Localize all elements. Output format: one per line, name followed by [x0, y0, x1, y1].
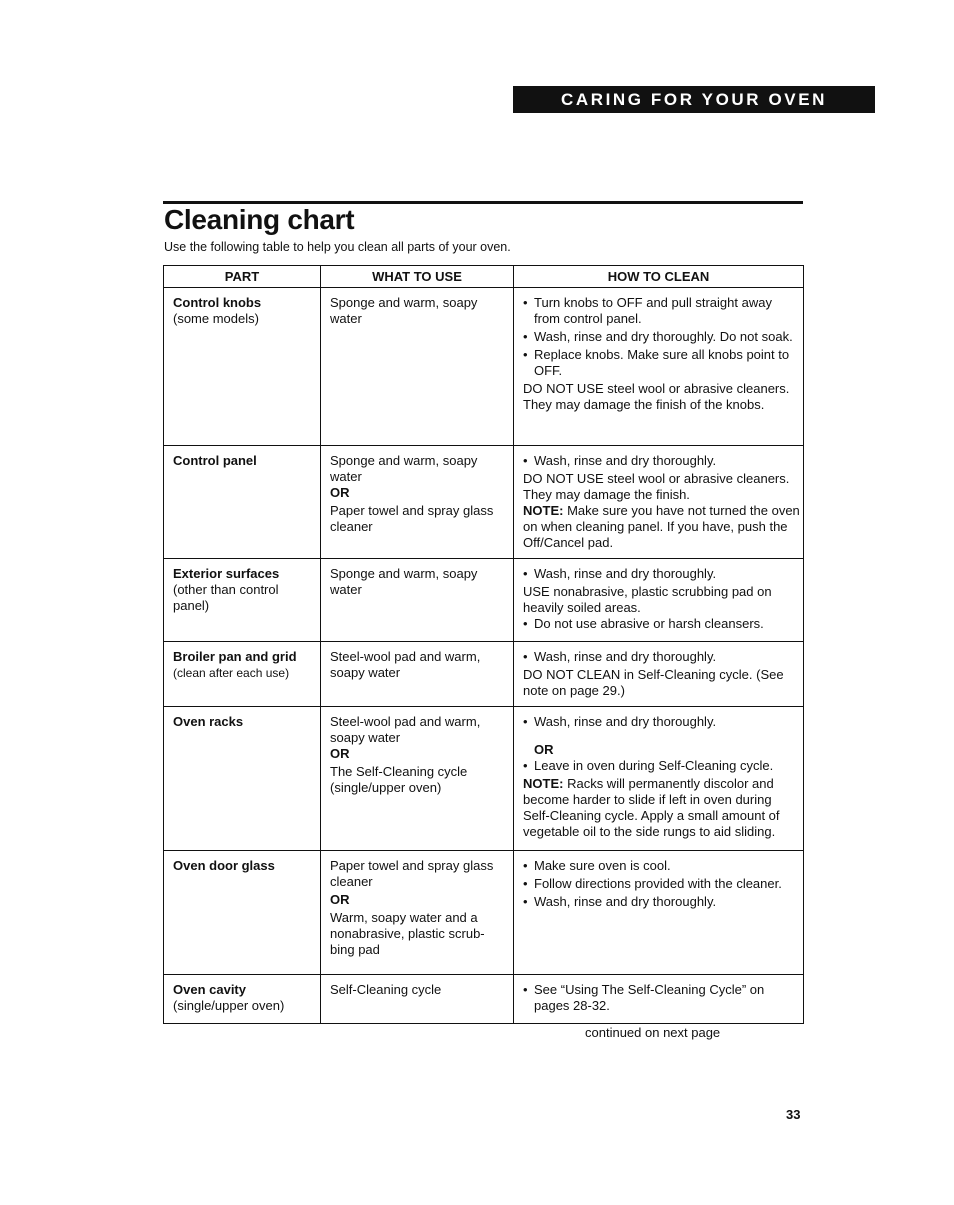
how-bullet: • Wash, rinse and dry thoroughly. [523, 894, 801, 910]
how-bullet: • Do not use abrasive or harsh cleansers. [523, 616, 801, 632]
header-how-to-clean: HOW TO CLEAN [514, 266, 804, 288]
part-cell [164, 851, 321, 975]
what-item: Warm, soapy water and a nonabrasive, plastic scrub-bing pad [330, 910, 485, 957]
how-text: DO NOT USE steel wool or abrasive cleaners. They may damage the finish. [523, 471, 790, 502]
note-text: Racks will permanently discolor and become harder to slide if left in oven during Self-Cleaning cycle. Apply a small amount of vegetable oil to the side rungs to aid sliding. [523, 776, 780, 839]
part-cell [164, 975, 321, 1024]
what-cell [321, 707, 514, 851]
what-cell [321, 642, 514, 707]
what-item: Paper towel and spray glass cleaner [330, 503, 494, 534]
part-note: (single/upper oven) [173, 998, 285, 1013]
table-row [164, 288, 804, 446]
page-title: Cleaning chart [164, 204, 355, 235]
header-part: PART [164, 266, 321, 288]
what-cell [321, 288, 514, 446]
cleaning-chart-table [163, 265, 804, 1024]
how-text: DO NOT CLEAN in Self-Cleaning cycle. (See note on page 29.) [523, 667, 784, 698]
part-note: (some models) [173, 311, 259, 326]
part-name: Control knobs [173, 295, 262, 310]
how-cell [514, 446, 804, 559]
how-bullet: • Wash, rinse and dry thoroughly. Do not soak. [523, 329, 801, 345]
how-bullet: • Leave in oven during Self-Cleaning cycle. [523, 758, 801, 774]
intro-text: Use the following table to help you clean all parts of your oven. [164, 240, 511, 254]
how-cell [514, 642, 804, 707]
table-row [164, 851, 804, 975]
how-cell [514, 975, 804, 1024]
what-cell [321, 851, 514, 975]
note-label: NOTE: [523, 503, 564, 518]
continued-note: continued on next page [585, 1025, 721, 1040]
part-cell [164, 446, 321, 559]
how-or: OR [534, 742, 554, 757]
how-bullet: • Replace knobs. Make sure all knobs point to OFF. [523, 347, 801, 379]
what-item: Steel-wool pad and warm, soapy water [330, 714, 481, 745]
table-row [164, 707, 804, 851]
how-bullet: • Follow directions provided with the cleaner. [523, 876, 801, 892]
part-name: Oven racks [173, 714, 244, 729]
how-cell [514, 559, 804, 642]
what-item: Sponge and warm, soapy water [330, 566, 478, 597]
how-cell [514, 288, 804, 446]
part-cell [164, 288, 321, 446]
how-text: DO NOT USE steel wool or abrasive cleaners. They may damage the finish of the knobs. [523, 381, 790, 412]
how-bullet: • Wash, rinse and dry thoroughly. [523, 453, 801, 469]
note-label: NOTE: [523, 776, 564, 791]
what-item: The Self-Cleaning cycle (single/upper oven) [330, 764, 468, 795]
part-note: (clean after each use) [173, 666, 290, 680]
what-item: Sponge and warm, soapy water [330, 295, 478, 326]
part-name: Oven cavity [173, 982, 246, 997]
part-name: Control panel [173, 453, 257, 468]
how-bullet: • Turn knobs to OFF and pull straight away from control panel. [523, 295, 801, 327]
what-cell [321, 446, 514, 559]
header-what-to-use: WHAT TO USE [321, 266, 514, 288]
section-banner: CARING FOR YOUR OVEN [513, 86, 875, 113]
what-or: OR [330, 485, 350, 500]
note-text: Make sure you have not turned the oven on when cleaning panel. If you have, push the Off/Cancel pad. [523, 503, 800, 550]
part-note: (other than control panel) [173, 582, 279, 613]
part-cell [164, 707, 321, 851]
how-bullet: • Make sure oven is cool. [523, 858, 801, 874]
what-cell [321, 975, 514, 1024]
part-cell [164, 559, 321, 642]
what-item: Paper towel and spray glass cleaner [330, 858, 494, 889]
how-bullet: • See “Using The Self-Cleaning Cycle” on pages 28-32. [523, 982, 801, 1014]
how-bullet: • Wash, rinse and dry thoroughly. [523, 566, 801, 582]
table-row [164, 975, 804, 1024]
what-item: Sponge and warm, soapy water [330, 453, 478, 484]
table-row [164, 559, 804, 642]
how-cell [514, 707, 804, 851]
how-text: USE nonabrasive, plastic scrubbing pad on heavily soiled areas. [523, 584, 772, 615]
table-row [164, 642, 804, 707]
how-cell [514, 851, 804, 975]
table-row [164, 446, 804, 559]
what-or: OR [330, 892, 350, 907]
table-header-row [164, 266, 804, 288]
what-item: Self-Cleaning cycle [330, 982, 442, 997]
part-cell [164, 642, 321, 707]
what-cell [321, 559, 514, 642]
what-item: Steel-wool pad and warm, soapy water [330, 649, 481, 680]
part-name: Broiler pan and grid [173, 649, 297, 664]
how-bullet: • Wash, rinse and dry thoroughly. [523, 714, 801, 730]
part-name: Oven door glass [173, 858, 275, 873]
page-number: 33 [786, 1107, 801, 1122]
part-name: Exterior surfaces [173, 566, 280, 581]
how-bullet: • Wash, rinse and dry thoroughly. [523, 649, 801, 665]
what-or: OR [330, 746, 350, 761]
